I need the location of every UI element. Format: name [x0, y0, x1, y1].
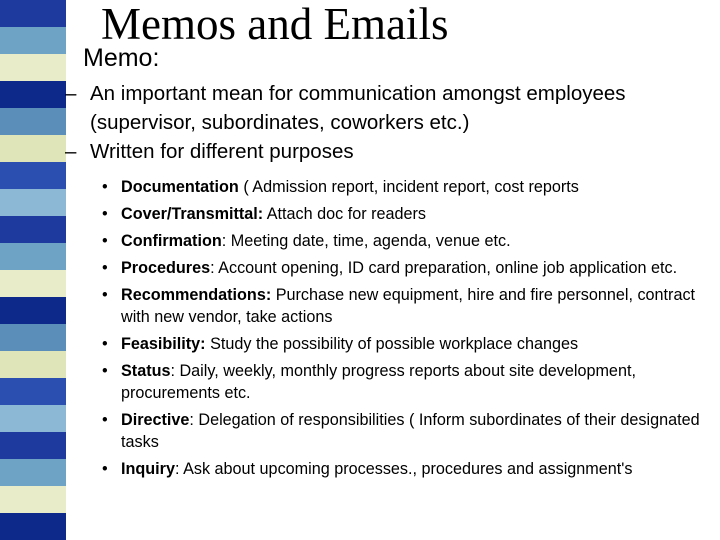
stripe-tile — [0, 432, 66, 459]
stripe-tile — [0, 162, 66, 189]
purpose-description: : Meeting date, time, agenda, venue etc. — [221, 232, 511, 250]
stripe-tile — [0, 135, 66, 162]
purpose-term: Feasibility: — [121, 335, 206, 353]
bullet-marker: • — [102, 232, 108, 250]
purpose-list — [100, 176, 715, 485]
stripe-tile — [0, 108, 66, 135]
dash-marker: – — [65, 82, 77, 105]
bullet-marker: • — [102, 259, 108, 277]
bullet-marker: • — [102, 460, 108, 478]
point-purposes — [65, 137, 715, 166]
stripe-tile — [0, 81, 66, 108]
purpose-description: : Account opening, ID card preparation, online job application etc. — [210, 259, 678, 277]
purpose-item — [100, 409, 715, 453]
point-communication — [65, 79, 715, 137]
decorative-stripe — [0, 0, 66, 540]
point-text: An important mean for communication amongst employees (supervisor, subordinates, coworkers etc.) — [90, 82, 626, 134]
slide-title: Memos and Emails — [101, 0, 449, 49]
purpose-item — [100, 230, 715, 252]
purpose-term: Directive — [121, 411, 190, 429]
stripe-tile — [0, 243, 66, 270]
purpose-description: ( Admission report, incident report, cost reports — [243, 178, 579, 196]
purpose-item — [100, 333, 715, 355]
stripe-tile — [0, 27, 66, 54]
stripe-tile — [0, 378, 66, 405]
purpose-description: : Ask about upcoming processes., procedures and assignment's — [174, 460, 633, 478]
bullet-marker: • — [102, 178, 108, 196]
bullet-marker: • — [102, 286, 108, 304]
purpose-item — [100, 458, 715, 480]
bullet-marker: • — [102, 205, 108, 223]
purpose-item — [100, 203, 715, 225]
stripe-tile — [0, 189, 66, 216]
purpose-term: Recommendations: — [121, 286, 272, 304]
stripe-tile — [0, 297, 66, 324]
stripe-tile — [0, 270, 66, 297]
purpose-term: Procedures — [121, 259, 211, 277]
bullet-marker: • — [102, 335, 108, 353]
main-points — [65, 79, 715, 166]
point-text: Written for different purposes — [90, 140, 354, 163]
bullet-marker: • — [102, 362, 108, 380]
purpose-description: Purchase new equipment, hire and fire personnel, contract with new vendor, take actions — [121, 286, 696, 326]
purpose-item — [100, 284, 715, 328]
purpose-item — [100, 176, 715, 198]
purpose-description: Study the possibility of possible workplace changes — [210, 335, 579, 353]
stripe-tile — [0, 405, 66, 432]
purpose-term: Cover/Transmittal: — [121, 205, 264, 223]
stripe-tile — [0, 486, 66, 513]
purpose-term: Inquiry — [121, 460, 175, 478]
memo-heading: Memo: — [83, 44, 160, 72]
purpose-description: : Delegation of responsibilities ( Inform subordinates of their designated tasks — [121, 411, 700, 451]
purpose-term: Status — [121, 362, 171, 380]
stripe-tile — [0, 324, 66, 351]
stripe-tile — [0, 54, 66, 81]
purpose-description: Attach doc for readers — [266, 205, 427, 223]
purpose-description: : Daily, weekly, monthly progress reports about site development, procurements etc. — [121, 362, 636, 402]
purpose-term: Documentation — [121, 178, 239, 196]
dash-marker: – — [65, 140, 77, 163]
stripe-tile — [0, 351, 66, 378]
bullet-marker: • — [102, 411, 108, 429]
purpose-item — [100, 257, 715, 279]
stripe-tile — [0, 459, 66, 486]
stripe-tile — [0, 216, 66, 243]
purpose-item — [100, 360, 715, 404]
stripe-tile — [0, 0, 66, 27]
stripe-tile — [0, 513, 66, 540]
purpose-term: Confirmation — [121, 232, 222, 250]
